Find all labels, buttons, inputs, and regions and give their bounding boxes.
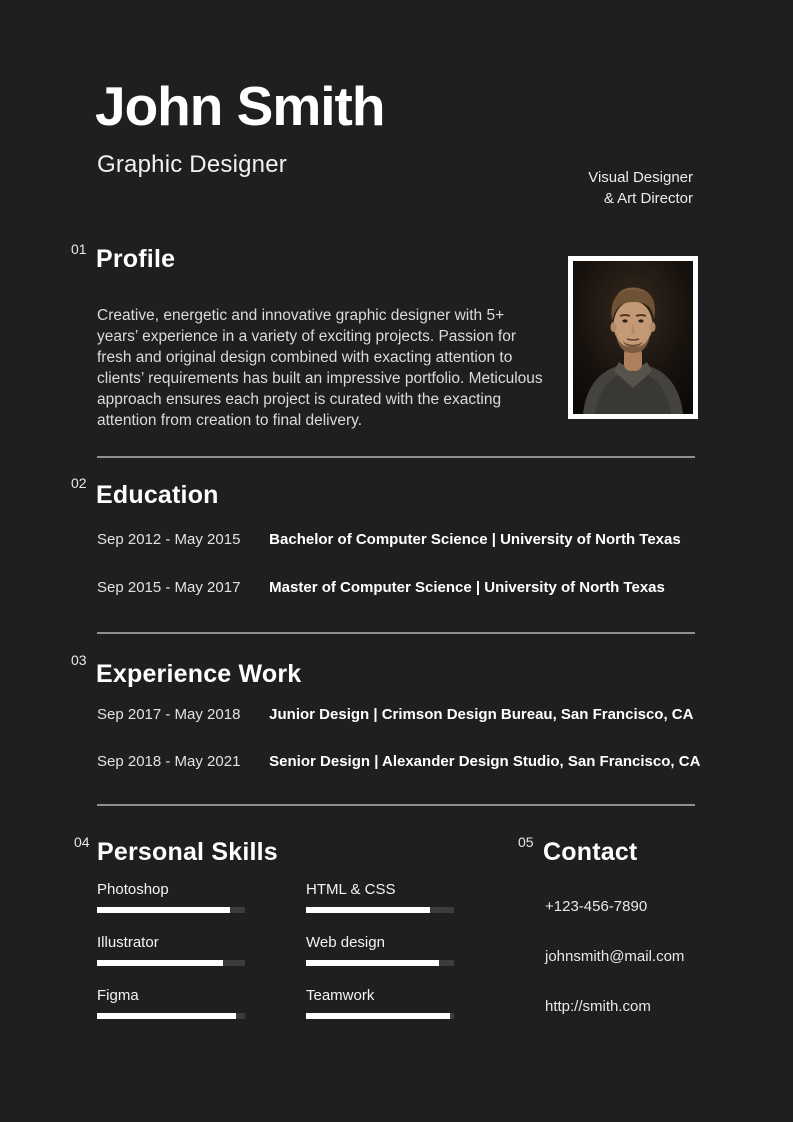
skills-grid xyxy=(97,881,456,1040)
skill-label: Teamwork xyxy=(306,987,375,1004)
skill-bar-fill xyxy=(97,960,223,966)
section-title-experience: Experience Work xyxy=(96,660,302,688)
education-dates: Sep 2012 - May 2015 xyxy=(97,531,241,548)
skill-bar-track xyxy=(306,907,454,913)
education-dates: Sep 2015 - May 2017 xyxy=(97,579,241,596)
section-number-contact: 05 xyxy=(518,834,534,850)
skill-bar-track xyxy=(306,960,454,966)
person-name: John Smith xyxy=(95,75,385,137)
tagline-line-1: Visual Designer xyxy=(588,169,693,186)
skill-item xyxy=(97,987,247,1019)
education-degree: Bachelor of Computer Science | University of North Texas xyxy=(269,531,681,548)
experience-dates: Sep 2018 - May 2021 xyxy=(97,753,241,770)
skill-bar-fill xyxy=(306,907,430,913)
contact-phone: +123-456-7890 xyxy=(545,898,648,915)
section-title-profile: Profile xyxy=(96,245,176,273)
section-number-profile: 01 xyxy=(71,241,87,257)
skill-bar-track xyxy=(97,1013,245,1019)
section-title-skills: Personal Skills xyxy=(97,838,278,866)
skill-bar-track xyxy=(306,1013,454,1019)
skill-bar-fill xyxy=(97,907,230,913)
section-divider xyxy=(97,804,695,806)
skill-label: Photoshop xyxy=(97,881,169,898)
section-title-contact: Contact xyxy=(543,838,638,866)
skill-item xyxy=(97,934,247,966)
profile-summary-text: Creative, energetic and innovative graphic designer with 5+ years’ experience in a variety of exciting projects. Passion for fresh and original design combined with exacting attention to clients’ requirements has built an impressive portfolio. Meticulous approach ensures each project is curated with the exacting attention from creation to final delivery. xyxy=(97,306,543,429)
experience-dates: Sep 2017 - May 2018 xyxy=(97,706,241,723)
skill-label: Web design xyxy=(306,934,385,951)
skill-bar-fill xyxy=(97,1013,236,1019)
experience-position: Junior Design | Crimson Design Bureau, San Francisco, CA xyxy=(269,706,694,723)
section-number-education: 02 xyxy=(71,475,87,491)
experience-row xyxy=(97,753,700,770)
contact-email[interactable]: johnsmith@mail.com xyxy=(545,948,685,965)
portrait-illustration xyxy=(573,261,693,414)
contact-website[interactable]: http://smith.com xyxy=(545,998,651,1015)
education-degree: Master of Computer Science | University of North Texas xyxy=(269,579,665,596)
tagline-line-2: & Art Director xyxy=(603,190,693,207)
skill-item xyxy=(306,934,456,966)
section-divider xyxy=(97,456,695,458)
person-role: Graphic Designer xyxy=(97,151,287,178)
skill-item xyxy=(306,987,456,1019)
section-number-experience: 03 xyxy=(71,652,87,668)
skill-item xyxy=(306,881,456,913)
skill-label: Figma xyxy=(97,987,139,1004)
experience-row xyxy=(97,706,693,723)
skill-bar-track xyxy=(97,960,245,966)
section-title-education: Education xyxy=(96,481,219,509)
experience-position: Senior Design | Alexander Design Studio, San Francisco, CA xyxy=(269,753,701,770)
contact-list xyxy=(545,898,684,1048)
section-number-skills: 04 xyxy=(74,834,90,850)
skill-item xyxy=(97,881,247,913)
skill-bar-fill xyxy=(306,1013,450,1019)
profile-photo xyxy=(568,256,698,419)
skill-label: Illustrator xyxy=(97,934,159,951)
skill-bar-fill xyxy=(306,960,439,966)
skill-bar-track xyxy=(97,907,245,913)
section-divider xyxy=(97,632,695,634)
education-row xyxy=(97,531,681,548)
skill-label: HTML & CSS xyxy=(306,881,396,898)
person-tagline xyxy=(588,167,693,209)
education-row xyxy=(97,579,665,596)
